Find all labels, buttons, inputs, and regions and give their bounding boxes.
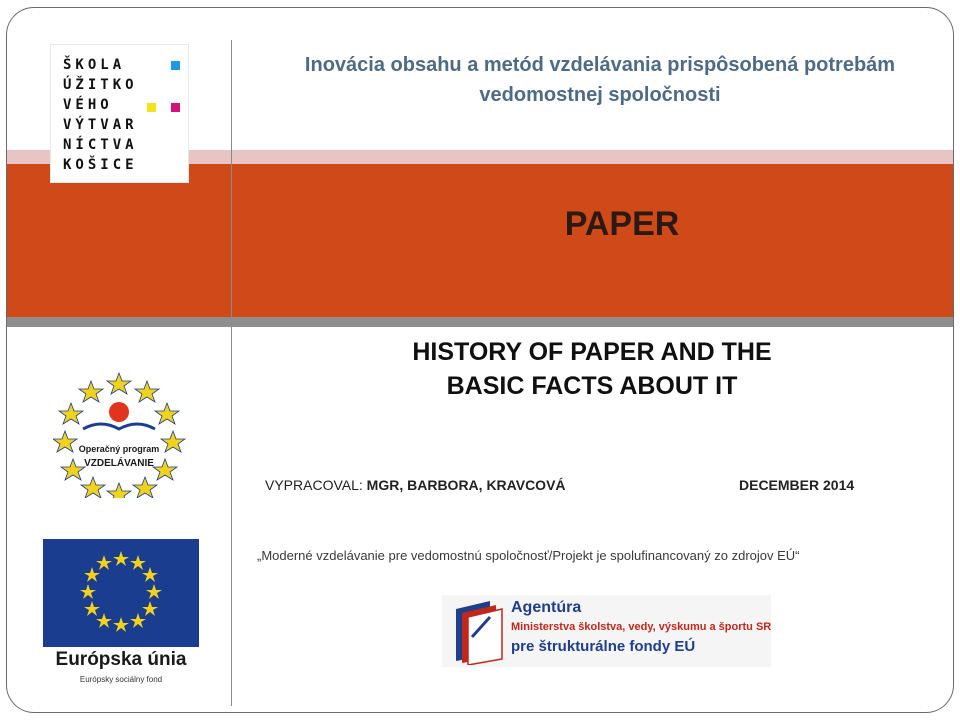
agency-line-2: Ministerstva školstva, vedy, výskumu a športu SR [511, 621, 772, 633]
author-label: VYPRACOVAL: [265, 477, 363, 493]
eu-subtitle: Európsky sociálny fond [79, 675, 163, 684]
agency-line-3: pre štrukturálne fondy EÚ [511, 638, 696, 655]
header-title [245, 50, 954, 110]
slide-title: PAPER [564, 205, 680, 243]
title-band [7, 164, 953, 317]
school-logo-row: ŠKOLA [63, 57, 126, 73]
author-line [265, 477, 566, 493]
yellow-square [147, 103, 156, 112]
slide-subtitle [307, 335, 877, 403]
slide-frame [6, 7, 954, 713]
header-line-1: Inovácia obsahu a metód vzdelávania prispôsobená potrebám [304, 54, 896, 76]
grey-band [7, 317, 953, 327]
subtitle-line-1: HISTORY OF PAPER AND THE [412, 338, 772, 366]
date-label: DECEMBER 2014 [739, 477, 855, 493]
author-name: MGR, BARBORA, KRAVCOVÁ [366, 477, 566, 493]
magenta-square [171, 103, 180, 112]
eu-flag [43, 539, 199, 647]
eu-logo [40, 536, 202, 686]
school-logo-row: ÚŽITKO [63, 77, 138, 93]
op-star-ring [53, 373, 185, 498]
op-sun [109, 402, 129, 422]
project-quote: „Moderné vzdelávanie pre vedomostnú spoločnosť/Projekt je spolufinancovaný zo zdrojov EÚ“ [257, 548, 800, 563]
agency-logo [442, 595, 771, 667]
eu-title: Európska únia [55, 649, 187, 670]
school-logo-row: KOŠICE [63, 157, 138, 173]
op-text-2: VZDELÁVANIE [84, 458, 154, 469]
school-logo-row: VÝTVAR [63, 117, 138, 133]
school-logo [51, 45, 188, 182]
op-text-1: Operačný program [78, 444, 160, 454]
school-logo-row: NÍCTVA [63, 137, 138, 153]
subtitle-line-2: BASIC FACTS ABOUT IT [446, 372, 738, 400]
op-book [83, 424, 155, 429]
book-icon [446, 597, 510, 665]
school-logo-row: VÉHO [63, 97, 113, 113]
op-vzdelavanie-logo [53, 367, 186, 498]
agency-line-1: Agentúra [511, 599, 582, 616]
header-line-2: vedomostnej spoločnosti [479, 84, 721, 106]
school-logo-letters [63, 55, 138, 175]
cyan-square [171, 61, 180, 70]
vertical-divider [231, 40, 232, 706]
eu-stars [43, 539, 199, 647]
